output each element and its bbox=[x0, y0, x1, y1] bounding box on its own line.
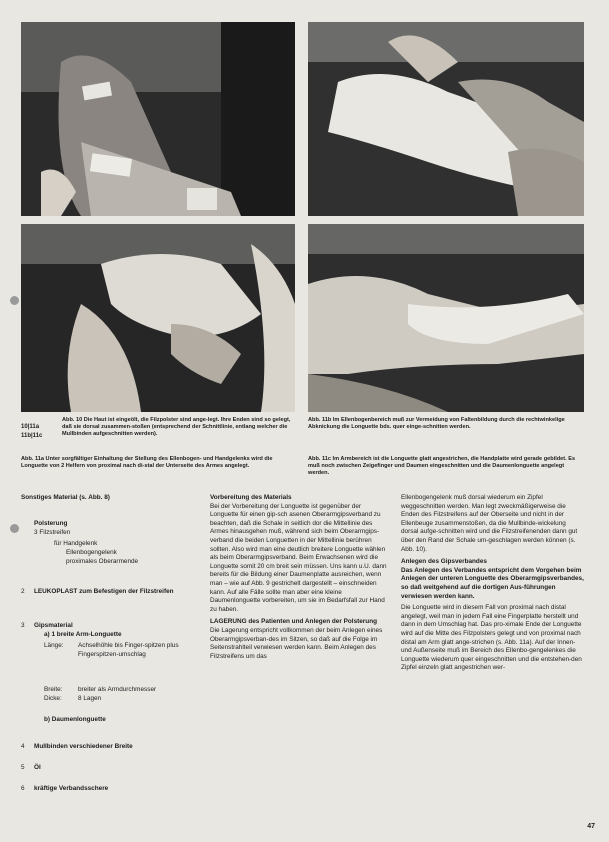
item-3-title: Gipsmaterial bbox=[34, 622, 73, 629]
item-3-num: 3 bbox=[21, 622, 25, 629]
page-number: 47 bbox=[587, 823, 595, 830]
dicke-value: 8 Lagen bbox=[78, 695, 102, 702]
caption-abb-11b: Abb. 11b Im Ellenbogenbereich muß zur Vermeidung von Faltenbildung durch die rechtwinkelige Abknickung die Longuette bds. quer einge-schnitten werden. bbox=[308, 417, 565, 430]
photo-abb-10-arm-padding bbox=[21, 22, 295, 216]
dicke-label: Dicke: bbox=[44, 695, 62, 702]
caption-abb-11a: Abb. 11a Unter sorgfältiger Einhaltung der Stellung des Ellenbogen- und Handgelenks wird die Longuette von 2 Helfern von proximal nach di-stal der Unterseite des Armes angelegt. bbox=[21, 456, 273, 469]
laenge-value: Achselhöhle bis Finger-spitzen plus Fingerspitzen-umschlag bbox=[78, 642, 179, 658]
right-paragraph-3: Die Longuette wird in diesem Fall von proximal nach distal angelegt, weil man in jedem Fall eine Fingerplatte herstellt und dann in dem Umschlag hat. Das pro-ximale Ende der Longuette wird auf die Mitte des Filzpolsters gelegt und von proximal nach distal am Arm glatt ange-strichen (s. Abb. 11a). Auf der Innen- und Außenseite muß im Bereich des Ellenbo-gengelenkes die Longuette wiederum quer eingeschnitten und die entstehen-den Zipfel einzeln glatt angestrichen wer- bbox=[401, 604, 582, 672]
polsterung-line-1: 3 Filzstreifen bbox=[34, 529, 71, 536]
caption-figure-number-top: 10|11a bbox=[21, 424, 40, 430]
gips-sub-a: a) 1 breite Arm-Longuette bbox=[44, 631, 122, 638]
binder-hole-top bbox=[10, 296, 19, 305]
item-5-num: 5 bbox=[21, 764, 25, 771]
right-paragraph-1: Ellenbogengelenk muß dorsal wiederum ein Zipfel weggeschnitten werden. Man legt zweckmäßigerweise die Enden des Filzstreifens auf der Oberseite und nicht in der Ellenbeuge zusammenstoßen, da die Mullbinde-wickelung dorsal aufge-schnitten wird und die Filzstreifenenden dann gut über den Rand der Schale um-geschlagen werden können (s. Abb. 10). bbox=[401, 494, 578, 553]
item-6-num: 6 bbox=[21, 785, 25, 792]
photo-abb-11a-longuette-cutting bbox=[21, 224, 295, 412]
item-4-text: Mullbinden verschiedener Breite bbox=[34, 743, 133, 750]
item-4-num: 4 bbox=[21, 743, 25, 750]
caption-figure-number-bottom: 11b|11c bbox=[21, 433, 43, 439]
right-paragraph-2: Das Anlegen des Verbandes entspricht dem Vorgehen beim Anlegen der unteren Longuette des Oberarmgipsverbandes, so daß weitgehend auf die dortigen Aus-führungen verwiesen werden kann. bbox=[401, 566, 584, 600]
breite-value: breiter als Armdurchmesser bbox=[78, 686, 157, 693]
photo-abb-11b-elbow-bandage bbox=[308, 22, 584, 216]
caption-abb-11c: Abb. 11c Im Armbereich ist die Longuette glatt angestrichen, die Handplatte wird gerade gebildet. Es muß noch zwischen Zeigefinger und Daumen eingeschnitten und die Daumenlonguette angelegt werden. bbox=[308, 456, 576, 476]
polsterung-line-3: Ellenbogengelenk bbox=[66, 549, 117, 556]
photo-abb-11c-forearm-longuette bbox=[308, 224, 584, 412]
middle-paragraph-2: Die Lagerung entspricht vollkommen der beim Anlegen eines Oberarmgipsverban-des im Sitzen, so daß auf die Folge im Seitenstrahlteil verwiesen werden kann. Beim Anlegen des Filzstreifens um das bbox=[210, 626, 383, 660]
binder-hole-bottom bbox=[10, 524, 19, 533]
middle-paragraph-1: Bei der Vorbereitung der Longuette ist gegenüber der Longuette für einen gip-sch asenen Oberarmgipsverband zu beachten, daß die Schale in seitlich dor die Mittellinie des Armes hinausgehen muß, während sich beim Oberarmgips-verband die beiden Longuetten in der Mittellinie berühren sollten. Also wird man eine deutlich breitere Longuette wählen als beim Oberarmgipsverband. Beim Erwachsenen wird die Longuette somit 20 cm breit sein müssen. Uns kann u.U. dann bereits für die Bildung einer Daumenplatte ausreichen, wenn man – wie auf Abb. 9 gestrichelt dargestellt – einschneiden kann. Auf alle Fälle sollte man aber eine kleine Daumenlonguette vorbereiten, um sie im Bedarfsfall zur Hand zu haben. bbox=[210, 502, 387, 613]
breite-label: Breite: bbox=[44, 686, 63, 693]
item-5-text: Öl bbox=[34, 764, 41, 771]
right-column bbox=[401, 494, 584, 673]
item-2-num: 2 bbox=[21, 588, 25, 595]
left-heading: Sonstiges Material (s. Abb. 8) bbox=[21, 494, 110, 501]
item-6-text: kräftige Verbandsschere bbox=[34, 785, 109, 792]
polsterung-line-2: für Handgelenk bbox=[54, 540, 98, 547]
middle-column bbox=[210, 494, 388, 661]
left-column bbox=[21, 494, 199, 503]
polsterung-title: Polsterung bbox=[34, 520, 68, 527]
caption-abb-10: Abb. 10 Die Haut ist eingeölt, die Filzpolster sind ange-legt. Ihre Enden sind so gelegt, daß sie dorsal zusammen-stoßen (entsprechend der Schnittlinie, entlang welcher die Mullbinden aufgeschnitten werden). bbox=[62, 417, 291, 437]
right-heading-1: Anlegen des Gipsverbandes bbox=[401, 558, 487, 566]
middle-heading-1: Vorbereitung des Materials bbox=[210, 494, 292, 501]
laenge-label: Länge: bbox=[44, 642, 64, 649]
polsterung-line-4: proximales Oberarmende bbox=[66, 558, 139, 565]
gips-sub-b: b) Daumenlonguette bbox=[44, 716, 106, 723]
item-2-text: LEUKOPLAST zum Befestigen der Filzstreifen bbox=[34, 588, 174, 595]
middle-heading-2: LAGERUNG des Patienten und Anlegen der Polsterung bbox=[210, 618, 378, 626]
